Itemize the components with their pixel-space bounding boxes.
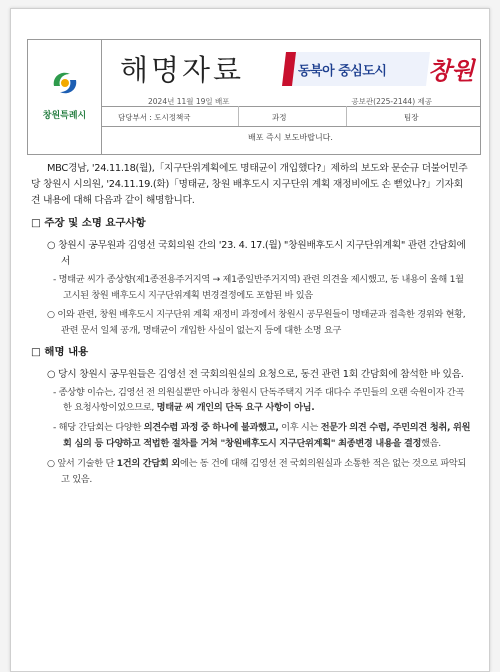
section-heading-claims: □ 주장 및 소명 요구사항: [31, 217, 146, 230]
text-span: - 해당 간담회는 다양한: [53, 422, 144, 434]
contact-info: 공보관(225-2144) 제공: [351, 97, 432, 106]
header-table: [27, 39, 481, 155]
claim-item: ○ 창원시 공무원과 김영선 국회의원 간의 '23. 4. 17.(월) "창원배후도시 지구단위계획" 관련 간담회에서: [47, 240, 466, 267]
text-span: 이후 시는: [278, 422, 321, 434]
divider: [101, 126, 480, 127]
city-logo-cell: [28, 40, 102, 154]
city-slogan: [280, 46, 476, 92]
slogan-text: 동북아 중심도시: [298, 64, 387, 79]
text-span: 했음.: [421, 437, 441, 449]
document-body: [31, 161, 471, 493]
explanation-subitem: [31, 385, 471, 417]
emphasis-text: 명태균 씨 개인의 단독 요구 사항이 아님.: [156, 402, 315, 414]
divider: [238, 106, 239, 126]
claim-subitem: - 명태균 씨가 종상향(제1종전용주거지역 → 제1종일반주거지역) 관련 의견을 제시했고, 동 내용이 올해 1월 고시된 창원 배후도시 지구단위계획 변경결정에도 포함된 바 있음: [53, 273, 464, 301]
claim-item: ○ 이와 관련, 창원 배후도시 지구단위 계획 재정비 과정에서 창원시 공무원들이 명태균과 접촉한 경위와 현황, 관련 문서 일체 공개, 명태균이 개입한 사실이 없는지 등에 대한 소명 요구: [47, 309, 466, 337]
document-title: 해명자료: [120, 53, 245, 87]
emphasis-text: 1건의 간담회 외: [116, 457, 180, 469]
slogan-brand: 창원: [428, 56, 475, 85]
text-span: 에는 동 건에 대해 김영선 전 국회의원실과 소통한 적은 없는 것으로 파악되고 있음.: [61, 457, 467, 485]
explanation-subitem: [31, 420, 471, 452]
text-span: ○ 앞서 기술한 단: [47, 457, 117, 469]
explanation-item: [31, 456, 471, 488]
emphasis-text: 의견수렴 과정 중 하나에 불과했고,: [143, 422, 279, 434]
col-gwajang: 과정: [272, 113, 287, 122]
col-timjang: 팀장: [404, 113, 419, 122]
explanation-item: ○ 당시 창원시 공무원들은 김영선 전 국회의원실의 요청으로, 동건 관련 1회 간담회에 참석한 바 있음.: [47, 368, 464, 380]
intro-paragraph: MBC경남, '24.11.18(월),「지구단위계획에도 명태균이 개입했다?」제하의 보도와 문순규 더불어민주당 창원시 시의원, '24.11.19.(화)「명태균, 창원 배후도시 지구단위 계획 재정비에도 손 뻗었나?」기자회견 내용에 대해 다음과 같이 해명합니다.: [31, 163, 468, 206]
city-logo-icon: [48, 66, 82, 100]
emphasis-text: 전문가 의견 수렴, 주민의견 청취, 위원회 심의 등 다양하고 적법한 절차를 거쳐 "창원배후도시 지구단위계획" 최종변경 내용을 결정: [63, 422, 471, 449]
divider: [101, 106, 480, 107]
section-heading-explanation: □ 해명 내용: [31, 345, 89, 358]
press-release-page: [10, 8, 490, 672]
text-span: - 종상향 이슈는, 김영선 전 의원실뿐만 아니라 창원시 단독주택지 거주 대다수 주민들의 오랜 숙원이자 간곡한 요청사항이었으므로,: [53, 386, 465, 414]
release-note: 배포 즉시 보도바랍니다.: [248, 133, 333, 142]
dept-label: 담당부서 : 도시정책국: [118, 113, 191, 122]
divider: [346, 106, 347, 126]
city-logo-text: 창원특례시: [42, 111, 87, 121]
release-date: 2024년 11월 19일 배포: [148, 97, 230, 106]
